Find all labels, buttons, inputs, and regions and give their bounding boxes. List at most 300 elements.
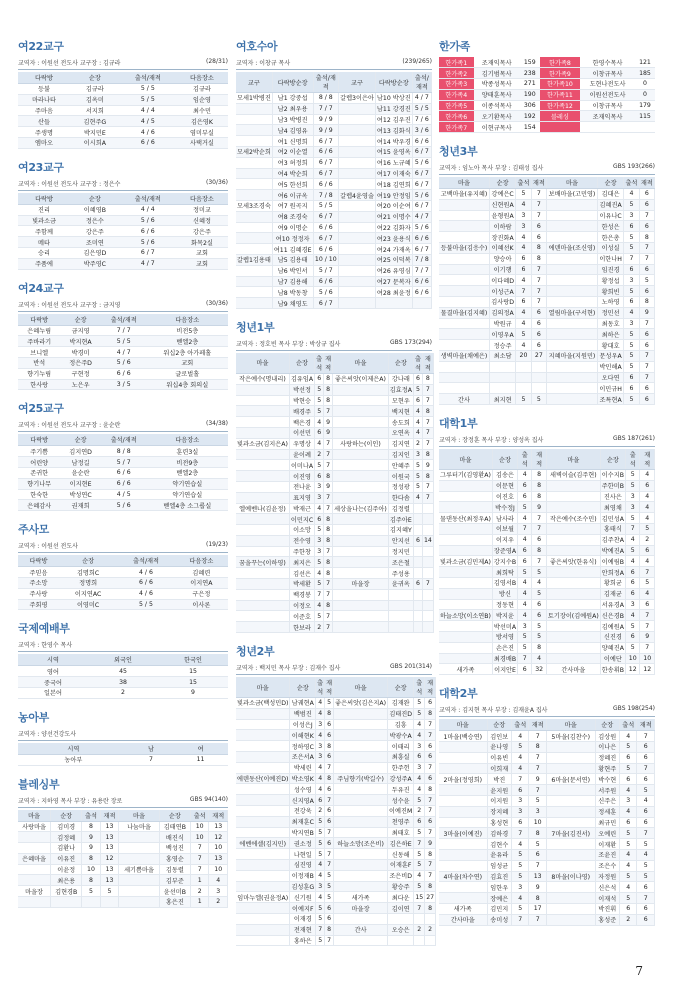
table-cell: 3 [516, 221, 531, 232]
table-row [18, 687, 228, 698]
section-subtitle [18, 728, 228, 741]
table-row [18, 204, 228, 215]
table-cell: 7 [422, 481, 433, 492]
table-cell [422, 568, 433, 579]
table-cell: 4 [516, 340, 531, 351]
table-cell: 4 [637, 795, 655, 806]
table-cell [18, 864, 51, 875]
staff-info: 교역자 : 이원선 전도사 [18, 543, 78, 551]
table-cell: 남7 김용해 [272, 276, 313, 287]
table-cell: 이민지C [289, 514, 314, 525]
column-header: 다음장소 [147, 434, 228, 446]
table-cell: 정세훈 [595, 806, 619, 817]
table-cell: 두유진 [388, 784, 414, 795]
table-cell: 115 [635, 111, 655, 122]
table-cell [547, 297, 598, 308]
table-cell: 구은정 [175, 588, 228, 599]
table-cell: 여2 이순열 [272, 146, 313, 157]
table-cell: 8 [324, 535, 333, 546]
table-cell: 4 [511, 752, 528, 763]
table-cell [413, 622, 422, 633]
table-cell: 엘예벤나(김윤정) [236, 503, 289, 514]
table-cell: 4마을(차수연) [439, 871, 487, 882]
table-row [439, 513, 655, 524]
table-cell: 4 [316, 870, 325, 881]
column-header: 재적 [531, 177, 546, 189]
table-cell: 6 [637, 817, 655, 828]
table-cell: 6 [325, 806, 334, 817]
table-cell: 4 [511, 731, 528, 742]
table-cell: 은혜감사 [18, 500, 60, 511]
table-cell: 교회 [147, 357, 228, 368]
attendance-table [18, 555, 228, 610]
table-cell: 4 [316, 698, 325, 709]
table-cell [546, 849, 595, 860]
table-cell: 7 [325, 860, 334, 871]
table-cell [236, 903, 290, 914]
table-cell [439, 534, 492, 545]
table-cell: 김주아E [388, 514, 413, 525]
table-cell: 4 / 6 [120, 127, 176, 138]
table-cell: 8 [425, 849, 436, 860]
table-cell [439, 480, 492, 491]
table-cell: 박종성목사 [474, 79, 520, 90]
table-cell: 브니엘 [18, 347, 60, 358]
table-cell [333, 492, 389, 503]
table-cell: 6 [516, 253, 531, 264]
table-cell: 여18 김연희 [375, 179, 412, 190]
table-cell: 이보월 [492, 524, 517, 535]
table-row [236, 471, 433, 482]
section-subtitle [236, 338, 432, 351]
table-cell: 여17 이재숙 [375, 168, 412, 179]
table-cell [236, 860, 290, 871]
table-cell [334, 708, 388, 719]
table-cell: 빛과소금(백성민D) [236, 698, 290, 709]
table-cell [339, 179, 376, 190]
table-cell: 6 [531, 318, 546, 329]
table-cell: 4 [316, 708, 325, 719]
table-cell: 갈렙3이은아 [339, 93, 376, 104]
table-row [439, 642, 655, 653]
table-row [439, 286, 655, 297]
table-cell [236, 481, 289, 492]
table-cell: 간사 [439, 394, 489, 405]
table-cell: 여19 안정임 [375, 190, 412, 201]
table-cell: 5 [516, 329, 531, 340]
table-cell [414, 914, 425, 925]
table-cell: 벧엘2층 [147, 467, 228, 478]
table-cell [546, 914, 595, 925]
table-cell: 6 / 6 [313, 244, 339, 255]
table-cell: 한가족1 [439, 57, 474, 68]
table-cell [546, 795, 595, 806]
table-cell: 5 [624, 232, 639, 243]
table-cell: 8 [425, 708, 436, 719]
table-cell [333, 395, 389, 406]
table-cell: 반석 [18, 357, 60, 368]
table-cell: 4 [516, 275, 531, 286]
table-cell: 5 [619, 741, 636, 752]
table-cell: 박세환 [289, 579, 314, 590]
table-cell [547, 232, 598, 243]
table-cell: 6 [518, 556, 532, 567]
table-cell: 박지현A [60, 336, 100, 347]
table-cell: 7 / 7 [412, 265, 431, 276]
table-row [236, 125, 432, 136]
table-cell: 6 / 6 [117, 577, 175, 588]
table-cell [334, 752, 388, 763]
table-cell [236, 535, 289, 546]
table-cell: 4 [518, 513, 532, 524]
table-cell [236, 211, 272, 222]
table-cell [236, 492, 289, 503]
table-row [439, 351, 655, 362]
table-cell: 중국어 [18, 677, 88, 688]
table-row [236, 752, 436, 763]
table-cell [388, 611, 413, 622]
table-cell: 7 [637, 763, 655, 774]
table-cell: 15 [158, 666, 228, 677]
table-row [236, 254, 432, 265]
table-cell: 에덴동산(이예진D) [236, 773, 290, 784]
table-cell: 7 [425, 719, 436, 730]
table-cell [547, 329, 598, 340]
table-cell: 4 [624, 189, 639, 200]
table-row [439, 556, 655, 567]
table-cell [339, 298, 376, 309]
table-cell: 작은예수(조수민) [546, 513, 600, 524]
table-cell: 여11 김혜경E [272, 244, 313, 255]
table-cell [119, 843, 160, 854]
table-cell: 6 [637, 882, 655, 893]
table-cell: 김민성A [600, 513, 625, 524]
table-cell [339, 265, 376, 276]
table-cell: 154 [520, 122, 540, 133]
table-cell: 고백마을(유지혜) [439, 189, 489, 200]
table-cell [339, 211, 376, 222]
table-row [236, 784, 436, 795]
section-subtitle [18, 57, 228, 70]
table-cell: 4 / 6 [117, 567, 175, 578]
table-cell: 이지연A [175, 577, 228, 588]
table-cell: 6 / 6 [101, 467, 147, 478]
table-cell: 45 [88, 666, 158, 677]
table-row [439, 914, 655, 925]
table-cell [119, 832, 160, 843]
table-cell: 자정원 [595, 871, 619, 882]
table-cell: 3 [511, 882, 528, 893]
table-cell [546, 545, 600, 556]
table-cell: 임진경 [598, 264, 624, 275]
column-header: 출석 [413, 353, 422, 374]
table-cell: 7 [425, 795, 436, 806]
table-cell: 박지연B [290, 827, 316, 838]
table-cell: 강나래 [388, 373, 413, 384]
table-row [439, 795, 655, 806]
table-cell: 임한우 [487, 882, 511, 893]
attendance-total: GBS 173(294) [390, 338, 432, 346]
table-cell [546, 817, 595, 828]
section-국제예배부 [18, 620, 228, 698]
column-header: 출석/재적 [120, 72, 176, 84]
table-cell [236, 816, 290, 827]
table-cell: 5 [640, 524, 655, 535]
section-subtitle [18, 178, 228, 191]
table-cell [236, 179, 272, 190]
table-cell: 모세1박병진 [236, 93, 272, 104]
table-cell: 15 [415, 893, 424, 901]
table-cell: 3 [316, 881, 325, 892]
table-cell: 6 [531, 221, 546, 232]
table-cell: 약기연습실 [147, 489, 228, 500]
table-cell [439, 232, 489, 243]
table-row [18, 489, 228, 500]
table-cell: 정하영C [290, 741, 316, 752]
attendance-total: (30/36) [206, 178, 228, 186]
table-cell [236, 525, 289, 536]
table-cell: 윤귀옥 [388, 579, 413, 590]
table-cell [388, 914, 414, 925]
table-cell: 4 [518, 534, 532, 545]
table-cell: 7 [324, 611, 333, 622]
table-cell [439, 567, 492, 578]
table-cell: 최은용 [51, 875, 82, 886]
table-cell: 백은경 [289, 417, 314, 428]
table-cell: 2 [315, 622, 324, 633]
table-cell: 박현승 [289, 395, 314, 406]
table-row [236, 136, 432, 147]
column-header: 마을 [547, 177, 598, 189]
table-cell: 3 / 5 [101, 379, 147, 390]
column-header: 순장 [70, 193, 120, 205]
table-cell: 임마누엘(권윤정A) [236, 892, 290, 903]
table-cell: 8 / 8 [313, 93, 339, 104]
table-cell: 워십2층 아가페홀 [147, 347, 228, 358]
table-cell: 주마음 [18, 105, 70, 116]
section-title: 주사모 [18, 523, 49, 537]
table-cell: 이한나H [598, 253, 624, 264]
table-cell: 5 / 5 [120, 84, 176, 95]
attendance-table [18, 434, 228, 511]
table-row [236, 233, 432, 244]
table-row [439, 275, 655, 286]
table-row [439, 480, 655, 491]
table-cell: 5 [315, 557, 324, 568]
table-cell: 7 [529, 731, 546, 742]
table-cell: 노은우 [60, 379, 100, 390]
table-cell: 7 [639, 361, 654, 372]
column-header: 다음장소 [147, 314, 228, 326]
table-cell: 심진영 [290, 860, 316, 871]
column-header: 순장 [159, 810, 190, 822]
table-cell: 6 [315, 471, 324, 482]
table-cell: 마을장 [334, 903, 388, 914]
table-cell: 모현우 [388, 395, 413, 406]
table-cell [334, 730, 388, 741]
table-cell [236, 460, 289, 471]
table-cell: 김옥미 [70, 94, 120, 105]
table-cell: 이지안E [492, 664, 517, 675]
table-cell: 6 [640, 599, 655, 610]
table-cell [236, 514, 289, 525]
table-cell: 새가족 [334, 892, 388, 903]
table-cell: 9 [422, 460, 433, 471]
table-cell: 김예원A [600, 621, 625, 632]
table-cell: 8 [529, 741, 546, 752]
table-cell [334, 935, 388, 946]
table-cell: 김효정A [388, 384, 413, 395]
column-header: 재적 [324, 353, 333, 374]
table-row [439, 882, 655, 893]
table-cell [546, 502, 600, 513]
column-header: 재적 [532, 449, 547, 470]
table-cell: 5 [413, 460, 422, 471]
table-cell: 3 [511, 806, 528, 817]
table-cell [339, 287, 376, 298]
table-cell: 6 / 7 [412, 146, 431, 157]
table-cell: 7 [422, 417, 433, 428]
table-cell: 방서영 [492, 631, 517, 642]
table-cell [100, 897, 118, 908]
table-cell: 7 [532, 556, 547, 567]
table-cell: 7 [529, 763, 546, 774]
table-cell: 7 [511, 774, 528, 785]
table-row [236, 622, 433, 633]
table-cell: 121 [635, 57, 655, 68]
table-cell: 3 [316, 719, 325, 730]
table-cell: 김태연B [159, 821, 190, 832]
table-cell: 모세3조경숙 [236, 200, 272, 211]
table-cell: 조은철 [388, 557, 413, 568]
table-cell: 7 [531, 210, 546, 221]
table-cell: 이정재B [290, 870, 316, 881]
table-cell [236, 611, 289, 622]
section-title: 청년1부 [236, 320, 275, 334]
table-cell [333, 568, 389, 579]
table-row [439, 394, 655, 405]
table-cell: 김혜진A [598, 199, 624, 210]
column-header: 순장 [600, 449, 625, 470]
table-cell: 12 [100, 853, 118, 864]
table-row [236, 276, 432, 287]
table-cell: 5 [532, 621, 547, 632]
table-cell: 천영주 [388, 816, 414, 827]
table-cell [422, 503, 433, 514]
table-cell: 권소정 [290, 838, 316, 849]
table-cell [439, 210, 489, 221]
table-cell: 7 [324, 460, 333, 471]
table-cell: 배경주 [289, 406, 314, 417]
table-cell: 7 [325, 762, 334, 773]
staff-info: 교역자 : 정호빈 목사 부장 : 박상규 집사 [236, 340, 341, 348]
table-cell: 4 / 6 [117, 588, 175, 599]
table-cell [236, 449, 289, 460]
table-cell: 8 [324, 373, 333, 384]
column-header: 순장 [60, 434, 100, 446]
table-cell: 김영서B [492, 577, 517, 588]
table-cell: 6 [639, 383, 654, 394]
table-cell: 김유임A [289, 373, 314, 384]
table-cell [334, 881, 388, 892]
table-row [18, 754, 228, 765]
table-cell: 마라나타 [18, 94, 70, 105]
table-cell: 4 [414, 719, 425, 730]
table-cell: 5 [316, 914, 325, 925]
section-title: 한가족 [439, 40, 470, 53]
table-cell [236, 719, 290, 730]
table-cell: 6 [637, 806, 655, 817]
table-cell: 6 [532, 534, 547, 545]
table-cell [547, 318, 598, 329]
table-row [18, 897, 228, 908]
table-cell: 7 [129, 754, 173, 765]
table-cell: 7 [325, 795, 334, 806]
table-cell [236, 287, 272, 298]
table-cell [439, 588, 492, 599]
column-left [18, 38, 228, 918]
section-title: 국제예배부 [18, 622, 70, 636]
table-cell: 6 [425, 816, 436, 827]
column-right [439, 38, 655, 936]
table-row [439, 361, 655, 372]
table-cell: 4 [624, 307, 639, 318]
table-cell: 8 [422, 471, 433, 482]
table-row [439, 221, 655, 232]
table-row [236, 146, 432, 157]
table-cell: 5 [625, 545, 640, 556]
table-cell [439, 849, 487, 860]
table-cell: 한가족4 [439, 89, 474, 100]
table-cell: 5 [315, 406, 324, 417]
table-cell [333, 546, 389, 557]
table-cell: 송미성 [487, 914, 511, 925]
table-cell: 4 [619, 849, 636, 860]
table-cell [546, 642, 600, 653]
table-cell [339, 200, 376, 211]
table-cell: 5 [619, 839, 636, 850]
table-cell: 6 / 6 [412, 136, 431, 147]
column-header: 시역 [18, 743, 129, 755]
table-cell: 김흥 [388, 719, 414, 730]
table-cell: 윤형원A [489, 210, 515, 221]
table-cell [236, 546, 289, 557]
table-cell: 6 [325, 784, 334, 795]
table-cell: 6 / 6 [412, 233, 431, 244]
table-cell [439, 372, 489, 383]
table-row [18, 368, 228, 379]
table-cell: 비전5층 [147, 325, 228, 336]
table-row [236, 719, 436, 730]
section-title: 여호수아 [236, 40, 278, 53]
table-cell: 6 [640, 545, 655, 556]
table-cell [439, 785, 487, 796]
table-cell [18, 843, 51, 854]
staff-info: 교역자 : 이원선 전도사 교구장 : 금지영 [18, 301, 121, 309]
table-cell: 여5 한선희 [272, 179, 313, 190]
table-cell: 5 [100, 886, 118, 897]
column-header: 재적 [422, 353, 433, 374]
table-cell: 6 [531, 232, 546, 243]
table-cell: 12 [625, 664, 640, 675]
table-cell: 6 [624, 221, 639, 232]
table-cell [439, 741, 487, 752]
table-cell: 3 [315, 535, 324, 546]
table-cell [236, 168, 272, 179]
section-subtitle [18, 299, 228, 312]
table-cell: 향기누림 [18, 368, 60, 379]
page-number: 7 [635, 964, 643, 978]
